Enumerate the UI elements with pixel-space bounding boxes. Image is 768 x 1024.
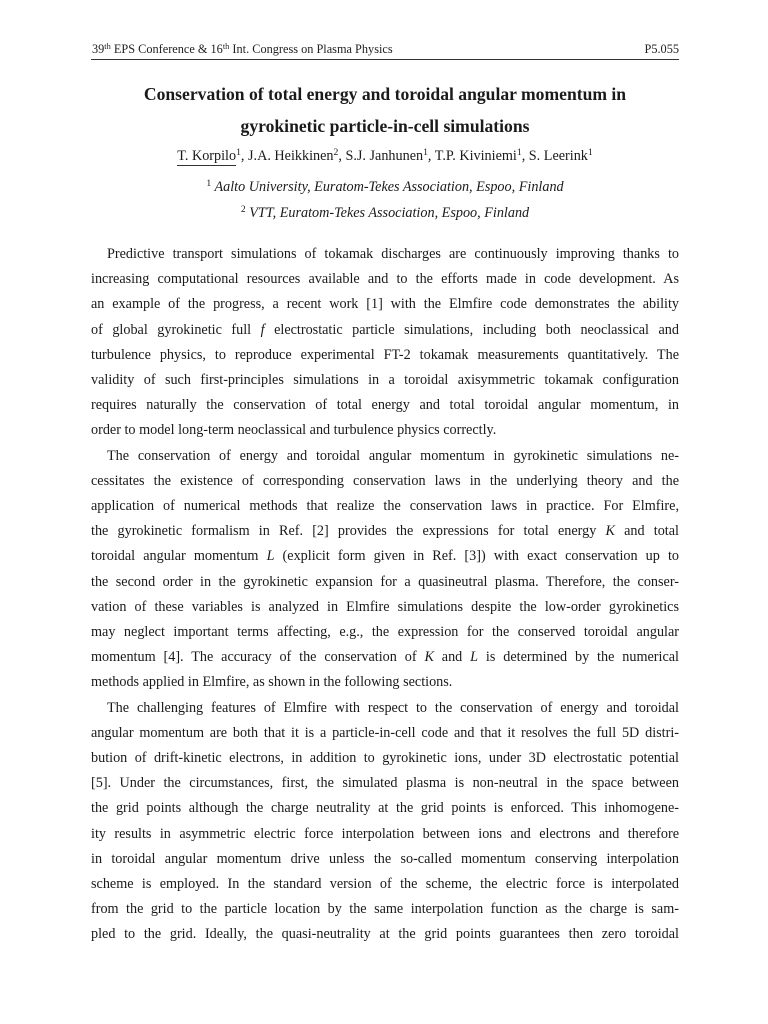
body-text-span: application of numerical methods that realize the conservation laws in practice. For Elmfire,	[91, 498, 679, 514]
body-text-span: pled to the grid. Ideally, the quasi-neutrality at the grid points guarantees then zero toroidal	[91, 926, 679, 943]
running-header	[91, 38, 679, 58]
body-text-span: turbulence physics, to reproduce experimental FT-2 tokamak measurements quantitatively. The	[91, 346, 679, 363]
conference-name: 39th EPS Conference & 16th Int. Congress on Plasma Physics	[92, 41, 393, 56]
body-text-line	[91, 874, 679, 894]
body-text-line	[91, 345, 679, 365]
author-name: T. Korpilo	[177, 148, 237, 164]
body-text-line	[91, 294, 679, 314]
body-text-span: The challenging features of Elmfire with respect to the conservation of energy and toroidal	[107, 699, 679, 716]
body-text-span: [5]. Under the circumstances, first, the simulated plasma is non-neutral in the space between	[91, 775, 679, 792]
body-text-line	[91, 748, 679, 768]
author-affiliation-mark: 2	[333, 147, 339, 159]
header-rule	[91, 59, 679, 60]
body-text-span: electrostatic particle simulations, including both neoclassical and	[264, 321, 679, 338]
author-list: T. Korpilo$^1$, J.A. Heikkinen$^2$, S.J. Janhunen$^1$, T.P. Kiviniemi$^1$, S. Leerink$^1$	[177, 147, 593, 164]
body-text-span: scheme is employed. In the standard version of the scheme, the electric force is interpolated	[91, 876, 679, 892]
body-text-line	[91, 370, 679, 390]
body-text-span: L	[470, 649, 479, 666]
affiliation-2: $^2$ VTT, Euratom-Tekes Association, Espoo, Finland	[240, 204, 530, 221]
author-name: S.J. Janhunen	[345, 148, 424, 164]
body-text-span: in toroidal angular momentum drive unless the so-called momentum conserving interpolation	[91, 850, 679, 867]
body-text-line	[91, 773, 679, 793]
body-text-span: an example of the progress, a recent work [1] with the Elmfire code demonstrates the ability	[91, 296, 679, 313]
body-text-line	[91, 824, 679, 844]
author-name: T.P. Kiviniemi	[434, 148, 517, 164]
body-text-span: vation of these variables is analyzed in Elmfire simulations despite the low-order gyrokinetics	[91, 598, 679, 615]
body-text-span: Predictive transport simulations of tokamak discharges are continuously improving thanks to	[107, 246, 679, 262]
body-text-line	[91, 622, 679, 642]
body-text-span: toroidal angular momentum	[91, 548, 267, 565]
body-text-span: of global gyrokinetic full	[91, 321, 261, 338]
body-text-span: bution of drift-kinetic electrons, in addition to gyrokinetic ions, under 3D electrostatic potential	[91, 750, 679, 766]
body-text-line	[91, 320, 679, 340]
author-affiliation-mark: 1	[423, 147, 428, 159]
body-text-span: K	[424, 649, 434, 666]
poster-number: P5.055	[644, 42, 679, 56]
body-text-span: requires naturally the conservation of total energy and total toroidal angular momentum, in	[91, 397, 679, 414]
body-text-line	[91, 849, 679, 869]
body-text-span: order to model long-term neoclassical and turbulence physics correctly.	[91, 422, 497, 439]
body-text-span: f	[260, 321, 265, 338]
body-text-line	[91, 924, 679, 944]
body-text-span: and total	[614, 523, 679, 540]
body-text-line	[107, 698, 679, 718]
body-text-span: may neglect important terms affecting, e.g., the expression for the conserved toroidal angular	[91, 624, 679, 640]
body-text-span: the second order in the gyrokinetic expansion for a quasineutral plasma. Therefore, the conser-	[91, 573, 679, 590]
body-text-span: the gyrokinetic formalism in Ref. [2] provides the expressions for total energy	[91, 523, 606, 540]
body-text-span: and	[433, 649, 471, 666]
body-text-line	[91, 798, 679, 818]
body-text-span: K	[605, 523, 615, 540]
author-affiliation-mark: 1	[236, 147, 241, 159]
body-text-line	[91, 496, 679, 516]
body-text-span: is determined by the numerical	[478, 649, 679, 666]
body-text-span: The conservation of energy and toroidal angular momentum in gyrokinetic simulations ne-	[107, 447, 679, 464]
body-text-span: L	[266, 548, 275, 565]
author-affiliation-mark: 1	[587, 147, 593, 159]
paper-title-line-1: Conservation of total energy and toroidal angular momentum in	[143, 84, 627, 104]
body-text-span: increasing computational resources available and to the efforts made in code development. As	[91, 271, 679, 288]
paper-title-line-2: gyrokinetic particle-in-cell simulations	[240, 116, 530, 136]
body-text-line	[91, 647, 679, 667]
body-text-line	[91, 269, 679, 289]
body-text-line	[91, 899, 679, 919]
body-text-line	[91, 672, 679, 692]
body-text-span: cessitates the existence of corresponding conservation laws in the underlying theory and the	[91, 472, 679, 489]
body-text-line	[91, 546, 679, 566]
author-name: J.A. Heikkinen	[248, 148, 334, 164]
body-text-span: validity of such first-principles simulations in a toroidal axisymmetric tokamak configuration	[91, 372, 679, 388]
body-text-span: methods applied in Elmfire, as shown in the following sections.	[91, 674, 453, 691]
body-text-line	[91, 395, 679, 415]
body-text-line	[91, 420, 679, 440]
body-text-line	[91, 572, 679, 592]
body-text-line	[91, 597, 679, 617]
body-text-line	[91, 471, 679, 491]
body-text-span: from the grid to the particle location by the same interpolation function as the charge is sam-	[91, 901, 679, 918]
body-text-span: angular momentum are both that it is a particle-in-cell code and that it resolves the full 5D distri-	[91, 724, 679, 741]
body-text-span: (explicit form given in Ref. [3]) with exact conservation up to	[274, 548, 679, 565]
affiliation-1: $^1$ Aalto University, Euratom-Tekes Association, Espoo, Finland	[206, 178, 564, 195]
body-text-span: momentum [4]. The accuracy of the conservation of	[91, 649, 425, 666]
body-text-line	[91, 723, 679, 743]
body-text-span: the grid points although the charge neutrality at the grid points is enforced. This inhomogene-	[91, 800, 679, 817]
author-name: S. Leerink	[528, 148, 588, 164]
body-text-line	[91, 521, 679, 541]
author-affiliation-mark: 1	[516, 147, 522, 159]
body-text-line	[107, 446, 679, 466]
body-text-line	[107, 244, 679, 264]
body-text-span: ity results in asymmetric electric force interpolation between ions and electrons and therefore	[91, 825, 679, 842]
